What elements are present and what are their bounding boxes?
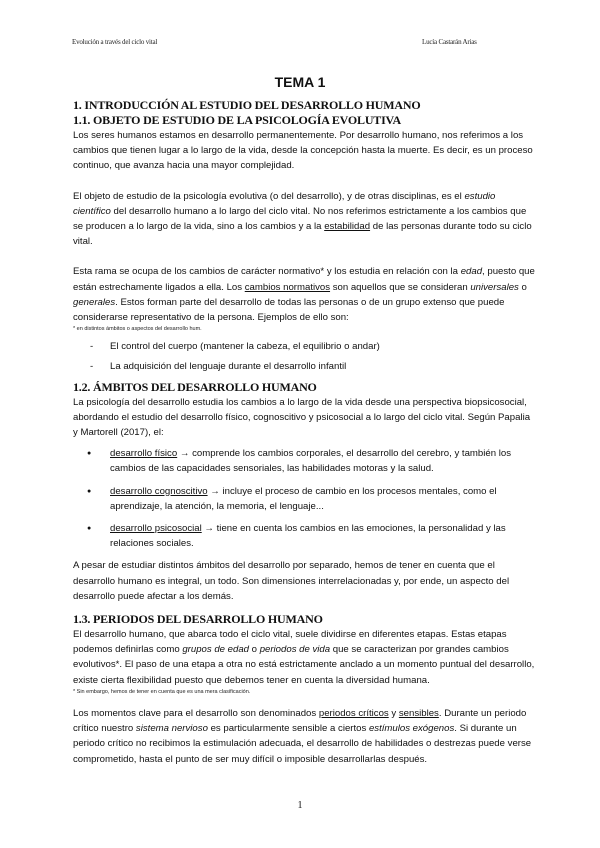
examples-list — [73, 339, 535, 374]
list-item: - El control del cuerpo (mantener la cabeza, el equilibrio o andar) — [73, 339, 535, 354]
domains-list — [73, 446, 535, 551]
header-course-title: Evolución a través del ciclo vital — [72, 38, 158, 46]
paragraph: La psicología del desarrollo estudia los cambios a lo largo de la vida desde una perspectiva biopsicosocial, abordando el estudio del desarrollo físico, cognoscitivo y psicosocial a lo largo del ciclo vital. Según Papalia y Martorell (2017), el: — [73, 396, 531, 439]
section-heading-1: 1. INTRODUCCIÓN AL ESTUDIO DEL DESARROLLO HUMANO — [73, 98, 421, 112]
footnote: * en distintos ámbitos o aspectos del desarrollo hum. — [73, 326, 202, 333]
header-author: Lucía Castarán Arias — [422, 38, 477, 46]
paragraph: A pesar de estudiar distintos ámbitos del desarrollo por separado, hemos de tener en cuenta que el desarrollo humano es integral, un todo. Son dimensiones interrelacionadas y, por ende, un aspecto del desarrollo puede afectar a los demás. — [73, 560, 510, 602]
paragraph: El objeto de estudio de la psicología evolutiva (o del desarrollo), y de otras disciplinas, es el estudio científico del desarrollo humano a lo largo del ciclo vital. No nos referimos estrictamente a los cambios que se producen a lo largo de la vida, sino a los cambios y a la estabilidad de las personas durante todo su ciclo vital. — [73, 190, 532, 248]
page-title: TEMA 1 — [274, 74, 326, 90]
subsection-heading-1-3: 1.3. PERIODOS DEL DESARROLLO HUMANO — [73, 612, 323, 627]
list-item: ● desarrollo físico → comprende los cambios corporales, el desarrollo del cerebro, y también los cambios de las capacidades sensoriales, las habilidades motoras y la salud. — [73, 446, 535, 476]
list-item: ● desarrollo psicosocial → tiene en cuenta los cambios en las emociones, la personalidad y las relaciones sociales. — [73, 521, 535, 551]
document-body — [73, 98, 535, 767]
list-item: - La adquisición del lenguaje durante el desarrollo infantil — [73, 359, 535, 374]
paragraph: Esta rama se ocupa de los cambios de carácter normativo* y los estudia en relación con la edad, puesto que están estrechamente ligados a ella. Los cambios normativos son aquellos que se consideran universales o generales. Estos forman parte del desarrollo de todas las personas o de un grupo extenso que puede considerarse representativo de la persona. Ejemplos de ello son: — [73, 266, 535, 324]
subsection-heading-1-2: 1.2. ÁMBITOS DEL DESARROLLO HUMANO — [73, 379, 317, 394]
page-number: 1 — [297, 800, 303, 811]
paragraph: Los seres humanos estamos en desarrollo permanentemente. Por desarrollo humano, nos referimos a los cambios que tienen lugar a lo largo de la vida, desde la concepción hasta la muerte. Es decir, es un proceso continuo, que avanza hacia una mayor complejidad. — [73, 130, 533, 172]
paragraph: El desarrollo humano, que abarca todo el ciclo vital, suele dividirse en diferentes etapas. Estas etapas podemos definirlas como grupos de edad o periodos de vida que se caracterizan por grandes cambios evolutivos*. El paso de una etapa a otra no está estrictamente anclado a un momento puntual del desarrollo, existe cierta flexibilidad puesto que debemos tener en cuenta la diversidad humana. — [73, 629, 535, 686]
footnote: * Sin embargo, hemos de tener en cuenta que es una mera clasificación. — [73, 688, 251, 695]
subsection-heading-1-1: 1.1. OBJETO DE ESTUDIO DE LA PSICOLOGÍA EVOLUTIVA — [73, 113, 401, 127]
list-item: ● desarrollo cognoscitivo → incluye el proceso de cambio en los procesos mentales, como el aprendizaje, la atención, la memoria, el lenguaje... — [73, 484, 535, 514]
paragraph: Los momentos clave para el desarrollo son denominados periodos críticos y sensibles. Durante un periodo crítico nuestro sistema nervioso es particularmente sensible a ciertos estímulos exógenos. Si durante un periodo crítico no recibimos la estimulación adecuada, el desarrollo de habilidades o destrezas puede verse comprometido, hasta el punto de ser muy difícil o imposible desarrollarlas después. — [73, 707, 532, 765]
